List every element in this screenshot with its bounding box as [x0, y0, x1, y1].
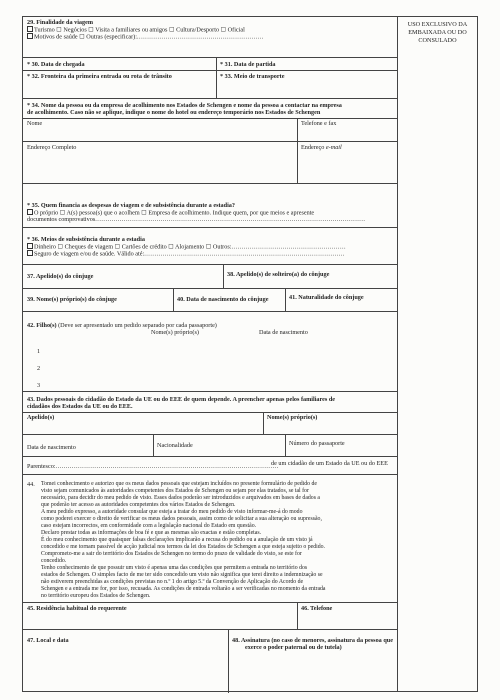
trip-purpose-options-line1[interactable]: Turismo ☐ Negócios ☐ Visita a familiares ou amigos ☐ Cultura/Desporto ☐ Oficial [27, 26, 245, 34]
children-label-line: 42. Filho(s) (Deve ser apresentado um pedido separado por cada passaporte) [27, 322, 217, 329]
eu-birthdate-field[interactable]: Data de nascimento [27, 444, 76, 451]
spouse-surname-field[interactable]: 37. Apelido(s) do cônjuge [27, 273, 94, 280]
consulate-use-title: USO EXCLUSIVO DA EMBAIXADA OU DO CONSULADO [407, 21, 468, 44]
section-43-eu-citizen [23, 391, 397, 474]
spouse-maiden-name-field[interactable]: 38. Apelido(s) de solteiro(a) do cônjuge [227, 271, 330, 278]
arrival-date-field[interactable]: * 30. Data de chegada [27, 61, 85, 68]
signature-label-line2: exerce o poder paternal ou de tutela) [245, 644, 342, 651]
row-divider [23, 412, 397, 413]
row-divider [23, 70, 397, 71]
transport-field[interactable]: * 33. Meio de transporte [220, 73, 285, 80]
fill-dots: ............................................................................................................. [55, 463, 279, 470]
departure-date-field[interactable]: * 31. Data de partida [220, 61, 276, 68]
checkbox-icon[interactable] [27, 33, 33, 39]
trip-purpose-label: 29. Finalidade da viagem [27, 19, 94, 26]
section-47-48-signature [23, 629, 397, 693]
checkbox-icon[interactable] [27, 243, 33, 249]
section-42-children [23, 311, 397, 391]
section-44-declaration [23, 474, 397, 602]
spouse-nationality-field[interactable]: 41. Naturalidade do cônjuge [289, 294, 364, 301]
fill-dots: .................................................................................................. [144, 250, 345, 258]
section-36-means [23, 227, 397, 264]
place-date-field[interactable]: 47. Local e data [27, 637, 69, 644]
means-label: * 36. Meios de subsistência durante a estadia [27, 236, 145, 243]
insurance-line[interactable]: Seguro de viagem e/ou de saúde. Válido até:.................................................................................................. [27, 250, 345, 258]
eu-citizen-label-line2: cidadãos dos Estados da UE ou do EEE. [27, 403, 133, 410]
eu-kinship-label[interactable]: Parentesco:............................................................................................................. [27, 463, 279, 470]
eu-surname-field[interactable]: Apelido(s) [27, 414, 55, 421]
means-options[interactable]: Dinheiro ☐ Cheques de viagem ☐ Cartões de crédito ☐ Alojamento ☐ Outros:........................................................ [27, 243, 346, 251]
host-label-line1: * 34. Nome da pessoa ou da empresa de acolhimento nos Estados de Schengen e nome da pessoa a contactar na empresa [27, 102, 342, 109]
section-34-host [23, 98, 397, 183]
section-45-46-residence [23, 602, 397, 629]
visa-application-form [22, 16, 398, 692]
fill-dots: .................................................................................................................................... [95, 216, 366, 223]
row-divider [23, 434, 397, 435]
host-label-line2: de acolhimento. Caso não se aplique, indique o nome do hotel ou endereço temporário nos Estados de Schengen [27, 109, 321, 116]
column-divider [173, 288, 174, 311]
consulate-use-column [398, 16, 478, 692]
column-divider [263, 412, 264, 434]
children-birthdate-header: Data de nascimento [259, 329, 308, 336]
checkbox-icon[interactable] [27, 250, 33, 256]
checkbox-icon[interactable] [27, 209, 33, 215]
children-names-header: Nome(s) próprio(s) [151, 329, 199, 336]
eu-passport-field[interactable]: Número do passaporte [289, 440, 345, 447]
child-row-2[interactable]: 2 [37, 365, 41, 372]
border-entry-field[interactable]: * 32. Fronteira da primeira entrada ou rota de trânsito [27, 73, 172, 80]
fill-dots: .............................................................. [136, 33, 264, 41]
child-row-1[interactable]: 1 [37, 348, 41, 355]
declaration-number: 44. [27, 481, 35, 488]
host-address-field[interactable]: Endereço Completo [27, 144, 77, 151]
eu-firstnames-field[interactable]: Nome(s) próprio(s) [267, 414, 318, 421]
column-divider [216, 58, 217, 98]
row-divider [23, 456, 397, 457]
trip-purpose-options-line2[interactable]: Motivos de saúde ☐ Outras (especificar):.............................................................. [27, 33, 264, 41]
row-divider [23, 118, 397, 119]
declaration-text: Tomei conhecimento e autorizo que os meus dados pessoais que estejam incluídos no presente formulário de pedido de visto sejam comunicados às autoridades competentes dos Estados de Schengen ou sejam por elas tratados, se tal for necessário, para decidir do meu pedido de visto. Esses dados poderão ser introduzidos e arquivados em bases de dados a que poderão ter acesso as autoridades competentes dos vários Estados de Schengen. A meu pedido expresso, a autoridade consular que esteja a tratar do meu pedido de visto informar-me-á do modo como poderei exercer o direito de verificar os meus dados pessoais, assim como de solicitar a sua alteração ou supressão, caso estejam incorrectos, em conformidade com a legislação nacional do Estado em questão. Declaro prestar todas as informações de boa fé e que as mesmas são exactas e estão completas. É do meu conhecimento que quaisquer falsas declarações implicarão a recusa do pedido ou a anulação de um visto já concedido e me tornam passível de acção judicial nos termos da lei dos Estados de Schengen a que esteja sujeito o pedido. Comprometo-me a sair do território dos Estados de Schengen no termo do prazo de validade do visto, se este for concedido. Tenho conhecimento de que possuir um visto é apenas uma das condições que permitem a entrada no território dos estados de Schengen. O simples facto de me ter sido concedido um visto não significa que terei direito a indemnização se não estiverem preenchidas as condições previstas no n.º 1 do artigo 5.º da Convenção de Aplicação do Acordo de Schengen e a entrada me for, por isso, recusada. As condições de entrada voltarão a ser verificadas no momento da entrada no território europeu dos Estados de Schengen. [41, 481, 326, 599]
funding-options[interactable]: O próprio ☐ A(s) pessoa(s) que o acolhem ☐ Empresa de acolhimento. Indique quem, por que meios e apresente [27, 209, 314, 217]
eu-kinship-tail: de um cidadão de um Estado da UE ou do EEE [271, 460, 388, 467]
host-phone-fax-field[interactable]: Telefone e fax [301, 120, 337, 127]
section-29-trip-purpose [23, 17, 397, 57]
child-row-3[interactable]: 3 [37, 382, 41, 389]
column-divider [223, 265, 224, 288]
residence-field[interactable]: 45. Residência habitual do requerente [27, 605, 127, 612]
column-divider [297, 118, 298, 183]
column-divider [285, 288, 286, 311]
fill-dots: ........................................................ [231, 243, 347, 251]
signature-label-line1[interactable]: 48. Assinatura (no caso de menores, assinatura da pessoa que [232, 637, 393, 644]
eu-nationality-field[interactable]: Nacionalidade [157, 442, 193, 449]
eu-citizen-label-line1: 43. Dados pessoais do cidadão do Estado da UE ou do EEE de quem depende. A preencher apenas pelos familiares de [27, 396, 336, 403]
section-35-funding [23, 183, 397, 227]
spouse-birthdate-field[interactable]: 40. Data de nascimento do cônjuge [177, 296, 269, 303]
section-37-41-spouse [23, 264, 397, 311]
funding-label: * 35. Quem financia as despesas de viagem e de subsistência durante a estadia? [27, 202, 235, 209]
column-divider [153, 434, 154, 456]
column-divider [297, 603, 298, 629]
host-name-field[interactable]: Nome [27, 120, 43, 127]
row-divider [23, 141, 397, 142]
column-divider [285, 434, 286, 456]
phone-field[interactable]: 46. Telefone [301, 605, 333, 612]
column-divider [228, 630, 229, 693]
section-30-33-travel [23, 57, 397, 98]
host-email-field[interactable]: Endereço e-mail [301, 144, 342, 151]
spouse-firstname-field[interactable]: 39. Nome(s) próprio(s) do cônjuge [27, 296, 117, 303]
checkbox-icon[interactable] [27, 26, 33, 32]
row-divider [23, 288, 397, 289]
funding-documents-line[interactable]: documentos comprovativos.................................................................................................................................... [27, 216, 366, 223]
